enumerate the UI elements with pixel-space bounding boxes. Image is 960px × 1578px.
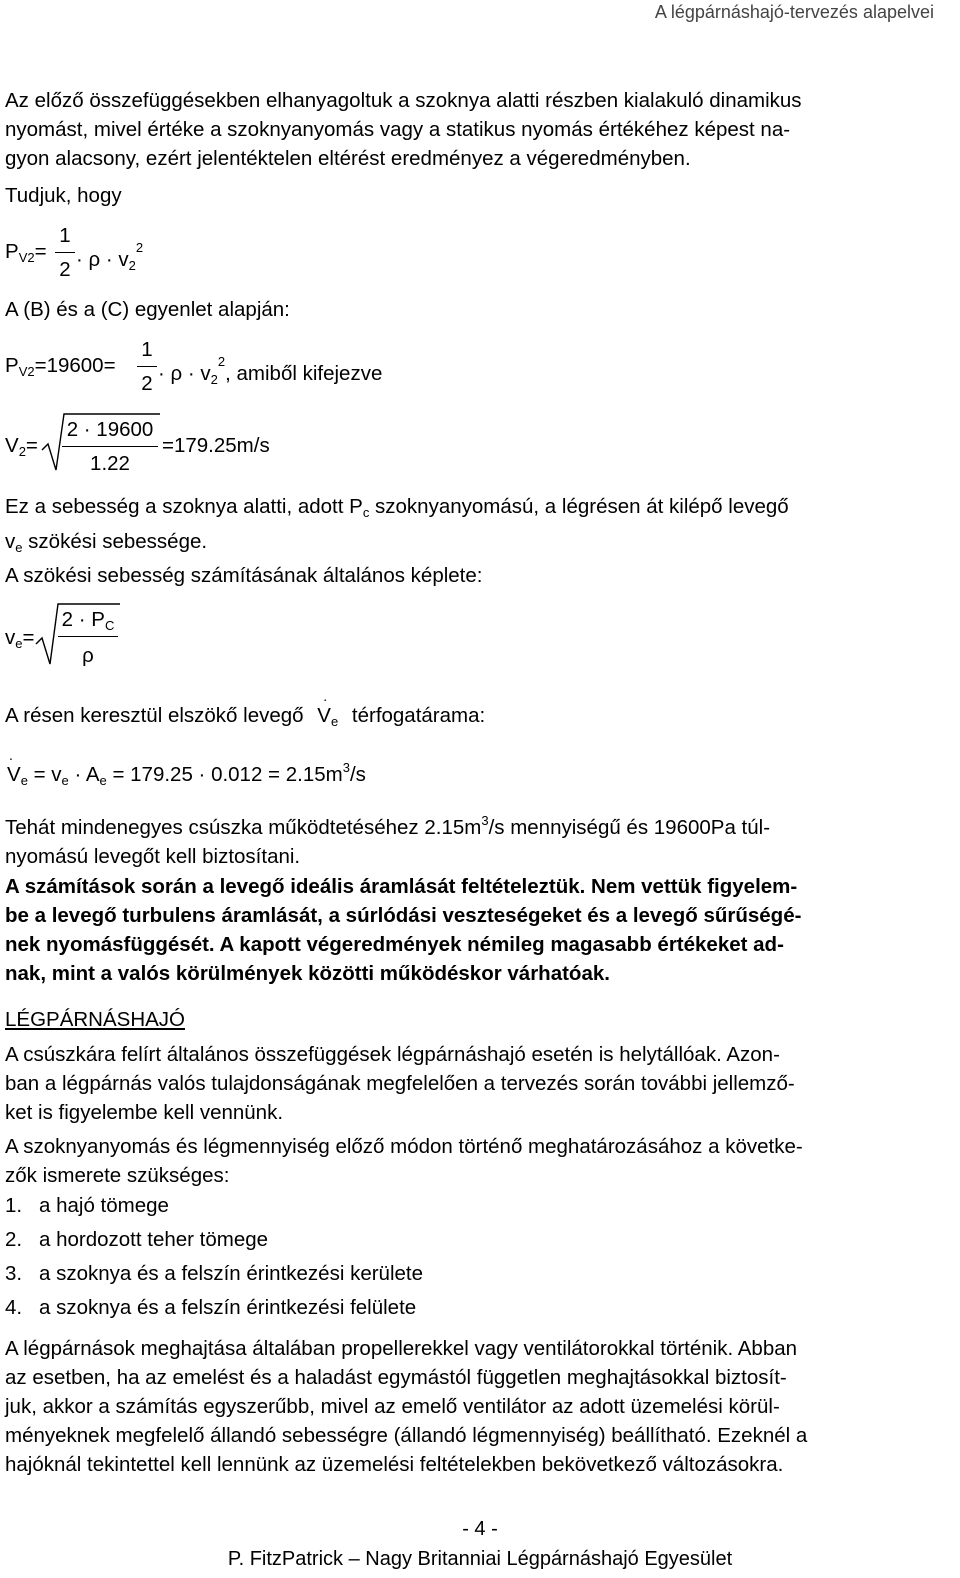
requirements-paragraph xyxy=(5,1132,950,1190)
list-item: 2. a hordozott teher tömege xyxy=(5,1228,269,1251)
list-item: 4. a szoknya és a felszín érintkezési felülete xyxy=(5,1296,417,1319)
para-line: A számítások során a levegő ideális áramlását feltételeztük. Nem vettük figyelem- xyxy=(5,875,798,898)
eq2-lhs: $P_{V2}=19600=$ xyxy=(5,354,116,379)
eq2-rhs: · $\rho \cdot v_2^2$, amiből kifejezve xyxy=(158,354,383,387)
eq-intro-text: A (B) és a (C) egyenlet alapján: xyxy=(5,298,290,321)
eq3-den: 1.22 xyxy=(90,452,130,475)
conclusion-paragraph xyxy=(5,806,950,871)
intro-paragraph xyxy=(5,86,950,173)
formula-intro: A szökési sebesség számításának általános képlete: xyxy=(5,564,483,587)
tudjuk-text: Tudjuk, hogy xyxy=(5,184,122,207)
para-line: nyomású levegőt kell biztosítani. xyxy=(5,845,301,868)
para-line: hajóknál tekintettel kell lennünk az üzemelési feltételekben bekövetkező változásokra. xyxy=(5,1453,784,1476)
para-line: Tehát mindenegyes csúszka működtetéséhez $2.15m^3/s$ mennyiségű és 19600Pa túl- xyxy=(5,813,771,839)
eq1-num: 1 xyxy=(59,224,71,247)
footer-org: P. FitzPatrick – Nagy Britanniai Légpárnáshajó Egyesület xyxy=(227,1548,733,1570)
page-number: - 4 - xyxy=(462,1518,498,1540)
intro-line: gyon alacsony, ezért jelentéktelen eltérést eredményez a végeredményben. xyxy=(5,147,691,170)
para-line: be a levegő turbulens áramlását, a súrlódási veszteségeket és a levegő sűrűségé- xyxy=(5,904,802,927)
para-line: zők ismerete szükséges: xyxy=(5,1164,230,1187)
eq4-lhs: $v_e=$ xyxy=(5,626,35,651)
eq3-lhs: $V_2=$ xyxy=(5,434,38,459)
eq3-num: 2 · 19600 xyxy=(66,418,154,441)
eq2-den: 2 xyxy=(141,372,153,395)
list-item: 3. a szoknya és a felszín érintkezési kerülete xyxy=(5,1262,423,1285)
propulsion-paragraph xyxy=(5,1334,950,1479)
eq1-den: 2 xyxy=(59,258,71,281)
eq1-lhs: $P_{V2}=$ xyxy=(5,240,47,265)
para-line: $v_e$ szökési sebessége. xyxy=(5,530,208,555)
para-line: ményeknek megfelelő állandó sebességre (állandó légmennyiség) beállítható. Ezeknél a xyxy=(5,1424,808,1447)
assumption-paragraph xyxy=(5,872,950,988)
eq4-num: $2 \cdot P_C$ xyxy=(61,608,115,633)
fraction-bar xyxy=(62,446,158,447)
vdot-symbol: . $V_e$ xyxy=(317,688,339,729)
fraction-bar xyxy=(137,366,157,367)
para-line: Ez a sebesség a szoknya alatti, adott $P_c$ szoknyanyomású, a légrésen át kilépő levegő xyxy=(5,495,789,520)
para-line: nak, mint a valós körülmények közötti működéskor várhatóak. xyxy=(5,962,610,985)
para-line: A szoknyanyomás és légmennyiség előző módon történő meghatározásához a követke- xyxy=(5,1135,803,1158)
equation-flow: . $V_e = v_e \cdot A_e = 179.25 \cdot 0.012 = 2.15m^3/s$ xyxy=(7,747,366,788)
flow-intro: A résen keresztül elszökő levegő . $V_e$ térfogatárama: xyxy=(5,688,486,729)
list-item: 1. a hajó tömege xyxy=(5,1194,169,1217)
fraction-bar xyxy=(58,636,118,637)
speed-paragraph xyxy=(5,492,950,562)
fraction-bar xyxy=(55,252,75,253)
para-line: A csúszkára felírt általános összefüggések légpárnáshajó esetén is helytállóak. Azon- xyxy=(5,1043,780,1066)
section-title: LÉGPÁRNÁSHAJÓ xyxy=(5,1008,185,1031)
para-line: juk, akkor a számítás egyszerűbb, mivel az emelő ventilátor az adott üzemelési körül- xyxy=(5,1395,780,1418)
para-line: nek nyomásfüggését. A kapott végeredmények némileg magasabb értékeket ad- xyxy=(5,933,784,956)
eq4-den: ρ xyxy=(82,644,94,667)
eq1-rhs: · $\rho \cdot v_2^2$ xyxy=(76,240,144,273)
para-line: A légpárnások meghajtása általában propellerekkel vagy ventilátorokkal történik. Abban xyxy=(5,1337,798,1360)
page-header: A légpárnáshajó-tervezés alapelvei xyxy=(654,2,934,22)
eq2-num: 1 xyxy=(141,338,153,361)
para-line: ban a légpárnás valós tulajdonságának megfelelően a tervezés során további jellemző- xyxy=(5,1072,795,1095)
intro-line: nyomást, mivel értéke a szoknyanyomás vagy a statikus nyomás értékéhez képest na- xyxy=(5,118,791,141)
para-line: az esetben, ha az emelést és a haladást egymástól független meghajtásokkal biztosít- xyxy=(5,1366,787,1389)
para-line: ket is figyelembe kell vennünk. xyxy=(5,1101,284,1124)
hovercraft-paragraph xyxy=(5,1040,950,1127)
intro-line: Az előző összefüggésekben elhanyagoltuk a szoknya alatti részben kialakuló dinamikus xyxy=(5,89,802,112)
eq3-result: =179.25m/s xyxy=(162,434,270,457)
